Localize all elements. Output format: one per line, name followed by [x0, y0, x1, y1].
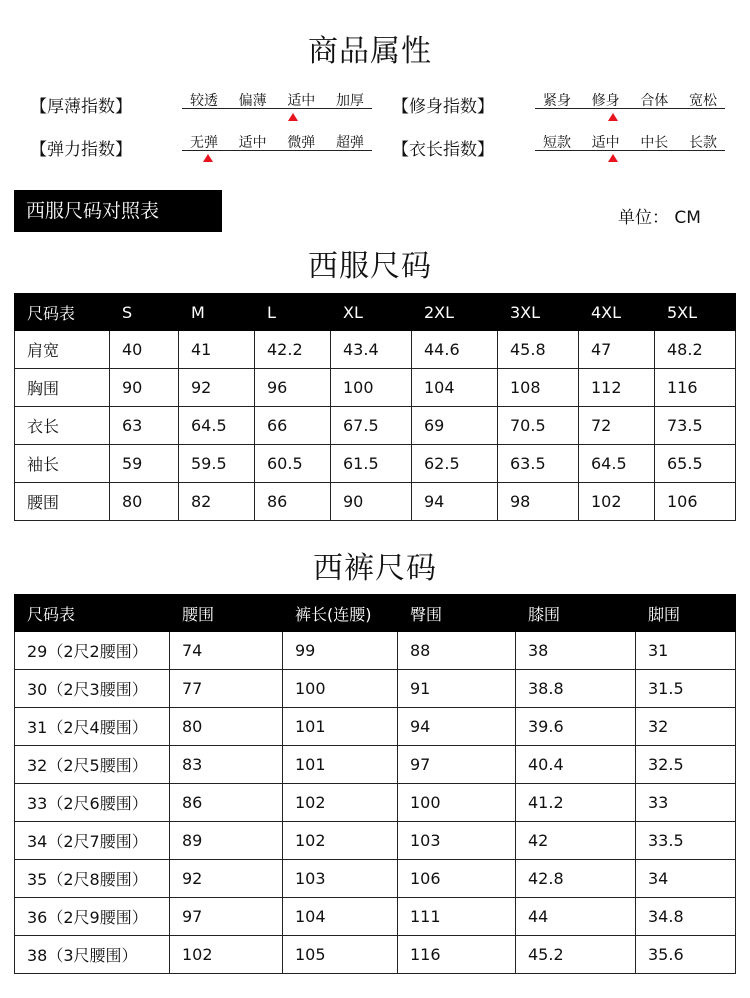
suit-row-cell: 98 [498, 483, 579, 521]
pants-row-cell: 103 [398, 822, 516, 860]
suit-row-cell: 102 [579, 483, 655, 521]
suit-row-cell: 61.5 [331, 445, 412, 483]
pants-row-cell: 42 [516, 822, 636, 860]
pants-header-cell: 脚围 [636, 595, 736, 632]
thickness-option: 适中 [287, 93, 316, 109]
suit-row-cell: 73.5 [655, 407, 736, 445]
suit-row [15, 445, 736, 483]
pants-row-cell: 31 [636, 632, 736, 670]
fit-options [535, 90, 725, 110]
suit-row-cell: 47 [579, 331, 655, 369]
pants-row-cell: 105 [283, 936, 398, 974]
pants-row-label: 38（3尺腰围） [15, 936, 170, 974]
elasticity-option: 微弹 [287, 135, 316, 151]
pants-row-cell: 38 [516, 632, 636, 670]
pants-header-cell: 尺码表 [15, 595, 170, 632]
suit-row [15, 331, 736, 369]
suit-row-cell: 69 [412, 407, 498, 445]
pants-row-cell: 41.2 [516, 784, 636, 822]
suit-row-label: 衣长 [15, 407, 110, 445]
suit-row-cell: 63 [110, 407, 179, 445]
elasticity-label: 【弹力指数】 [30, 140, 132, 160]
pants-row-cell: 88 [398, 632, 516, 670]
pants-row-cell: 34.8 [636, 898, 736, 936]
elasticity-option: 适中 [238, 135, 267, 151]
size-chart-badge: 西服尺码对照表 [14, 190, 222, 232]
suit-row-cell: 60.5 [255, 445, 331, 483]
pants-row-cell: 39.6 [516, 708, 636, 746]
suit-row-cell: 96 [255, 369, 331, 407]
elasticity-options [182, 132, 372, 152]
elasticity-scale [182, 132, 372, 151]
pants-row-cell: 74 [170, 632, 283, 670]
length-marker-icon [608, 154, 618, 162]
thickness-marker-icon [288, 113, 298, 121]
pants-row-cell: 35.6 [636, 936, 736, 974]
length-option: 短款 [543, 135, 571, 151]
suit-header-cell: 4XL [579, 294, 655, 331]
pants-row-label: 30（2尺3腰围） [15, 670, 170, 708]
suit-header-cell: M [179, 294, 255, 331]
pants-row-cell: 100 [398, 784, 516, 822]
pants-row [15, 746, 736, 784]
suit-header-cell: 尺码表 [15, 294, 110, 331]
suit-row-cell: 82 [179, 483, 255, 521]
pants-row-cell: 38.8 [516, 670, 636, 708]
pants-row-label: 31（2尺4腰围） [15, 708, 170, 746]
pants-row-cell: 106 [398, 860, 516, 898]
suit-row-cell: 90 [110, 369, 179, 407]
suit-row-cell: 70.5 [498, 407, 579, 445]
suit-row-cell: 41 [179, 331, 255, 369]
elasticity-marker-icon [203, 154, 213, 162]
suit-row-cell: 65.5 [655, 445, 736, 483]
suit-row-cell: 40 [110, 331, 179, 369]
pants-row-cell: 40.4 [516, 746, 636, 784]
suit-row-cell: 59 [110, 445, 179, 483]
pants-row-cell: 89 [170, 822, 283, 860]
pants-row-cell: 97 [170, 898, 283, 936]
elasticity-option: 无弹 [190, 135, 218, 151]
pants-header-cell: 臀围 [398, 595, 516, 632]
suit-row-cell: 59.5 [179, 445, 255, 483]
suit-row-cell: 72 [579, 407, 655, 445]
pants-row-cell: 102 [283, 822, 398, 860]
pants-row-cell: 32.5 [636, 746, 736, 784]
thickness-label: 【厚薄指数】 [30, 97, 132, 117]
pants-row-cell: 83 [170, 746, 283, 784]
suit-row-cell: 104 [412, 369, 498, 407]
suit-row-cell: 45.8 [498, 331, 579, 369]
pants-row-cell: 33.5 [636, 822, 736, 860]
length-scale [535, 132, 725, 151]
suit-row [15, 369, 736, 407]
pants-row-cell: 34 [636, 860, 736, 898]
fit-label: 【修身指数】 [392, 97, 494, 117]
suit-row-cell: 64.5 [579, 445, 655, 483]
pants-row-cell: 91 [398, 670, 516, 708]
pants-row-label: 35（2尺8腰围） [15, 860, 170, 898]
pants-row-cell: 101 [283, 746, 398, 784]
suit-row-cell: 100 [331, 369, 412, 407]
pants-row-cell: 44 [516, 898, 636, 936]
suit-header-cell: 5XL [655, 294, 736, 331]
pants-row-cell: 31.5 [636, 670, 736, 708]
thickness-options [182, 90, 372, 110]
pants-row-cell: 100 [283, 670, 398, 708]
pants-row [15, 708, 736, 746]
elasticity-option: 超弹 [335, 135, 364, 151]
suit-header-cell: XL [331, 294, 412, 331]
suit-row-label: 腰围 [15, 483, 110, 521]
unit-label: 单位： CM [618, 208, 701, 228]
pants-row-cell: 116 [398, 936, 516, 974]
pants-size-table [14, 594, 736, 974]
suit-row-cell: 64.5 [179, 407, 255, 445]
suit-header-row [15, 294, 736, 331]
suit-row-label: 袖长 [15, 445, 110, 483]
suit-row-cell: 94 [412, 483, 498, 521]
pants-row-cell: 77 [170, 670, 283, 708]
suit-header-cell: S [110, 294, 179, 331]
pants-row-cell: 102 [283, 784, 398, 822]
fit-option: 合体 [640, 93, 669, 109]
suit-row-cell: 42.2 [255, 331, 331, 369]
length-option: 长款 [688, 135, 717, 151]
fit-option: 紧身 [543, 93, 571, 109]
suit-header-cell: L [255, 294, 331, 331]
pants-row-label: 32（2尺5腰围） [15, 746, 170, 784]
suit-row-cell: 80 [110, 483, 179, 521]
suit-row-cell: 44.6 [412, 331, 498, 369]
suit-row-cell: 112 [579, 369, 655, 407]
pants-row-cell: 94 [398, 708, 516, 746]
suit-row-label: 胸围 [15, 369, 110, 407]
suit-row-cell: 43.4 [331, 331, 412, 369]
suit-row-cell: 90 [331, 483, 412, 521]
suit-row-cell: 108 [498, 369, 579, 407]
pants-header-row [15, 595, 736, 632]
suit-size-table [14, 293, 736, 521]
suit-row-cell: 92 [179, 369, 255, 407]
pants-row [15, 936, 736, 974]
fit-marker-icon [608, 113, 618, 121]
length-options [535, 132, 725, 152]
suit-row-cell: 116 [655, 369, 736, 407]
length-label: 【衣长指数】 [392, 140, 494, 160]
suit-row [15, 407, 736, 445]
pants-row-cell: 111 [398, 898, 516, 936]
pants-row-cell: 97 [398, 746, 516, 784]
suit-row-cell: 62.5 [412, 445, 498, 483]
pants-row-cell: 80 [170, 708, 283, 746]
thickness-option: 加厚 [335, 93, 364, 109]
suit-row-label: 肩宽 [15, 331, 110, 369]
suit-row-cell: 63.5 [498, 445, 579, 483]
thickness-scale [182, 90, 372, 109]
pants-header-cell: 裤长(连腰) [283, 595, 398, 632]
pants-row-cell: 99 [283, 632, 398, 670]
pants-row-cell: 102 [170, 936, 283, 974]
thickness-option: 偏薄 [238, 93, 267, 109]
pants-row-cell: 42.8 [516, 860, 636, 898]
suit-row-cell: 67.5 [331, 407, 412, 445]
suit-header-cell: 2XL [412, 294, 498, 331]
attributes-title: 商品属性 [308, 34, 432, 69]
suit-row [15, 483, 736, 521]
suit-header-cell: 3XL [498, 294, 579, 331]
pants-row-label: 36（2尺9腰围） [15, 898, 170, 936]
fit-option: 修身 [591, 93, 620, 109]
pants-row-cell: 45.2 [516, 936, 636, 974]
pants-row-label: 34（2尺7腰围） [15, 822, 170, 860]
thickness-option: 较透 [190, 93, 218, 109]
pants-row [15, 898, 736, 936]
suit-row-cell: 86 [255, 483, 331, 521]
suit-row-cell: 66 [255, 407, 331, 445]
pants-row-cell: 101 [283, 708, 398, 746]
pants-row [15, 822, 736, 860]
length-option: 适中 [591, 135, 620, 151]
pants-row-cell: 33 [636, 784, 736, 822]
pants-row-cell: 104 [283, 898, 398, 936]
pants-row-label: 29（2尺2腰围） [15, 632, 170, 670]
pants-row [15, 860, 736, 898]
suit-title: 西服尺码 [308, 249, 432, 284]
length-option: 中长 [640, 135, 669, 151]
suit-row-cell: 106 [655, 483, 736, 521]
suit-row-cell: 48.2 [655, 331, 736, 369]
fit-option: 宽松 [688, 93, 717, 109]
pants-row-cell: 32 [636, 708, 736, 746]
fit-scale [535, 90, 725, 109]
pants-row-cell: 86 [170, 784, 283, 822]
pants-header-cell: 腰围 [170, 595, 283, 632]
pants-row [15, 784, 736, 822]
pants-row-cell: 103 [283, 860, 398, 898]
pants-row-label: 33（2尺6腰围） [15, 784, 170, 822]
pants-title: 西裤尺码 [313, 551, 437, 586]
pants-row [15, 670, 736, 708]
pants-row [15, 632, 736, 670]
pants-row-cell: 92 [170, 860, 283, 898]
pants-header-cell: 膝围 [516, 595, 636, 632]
